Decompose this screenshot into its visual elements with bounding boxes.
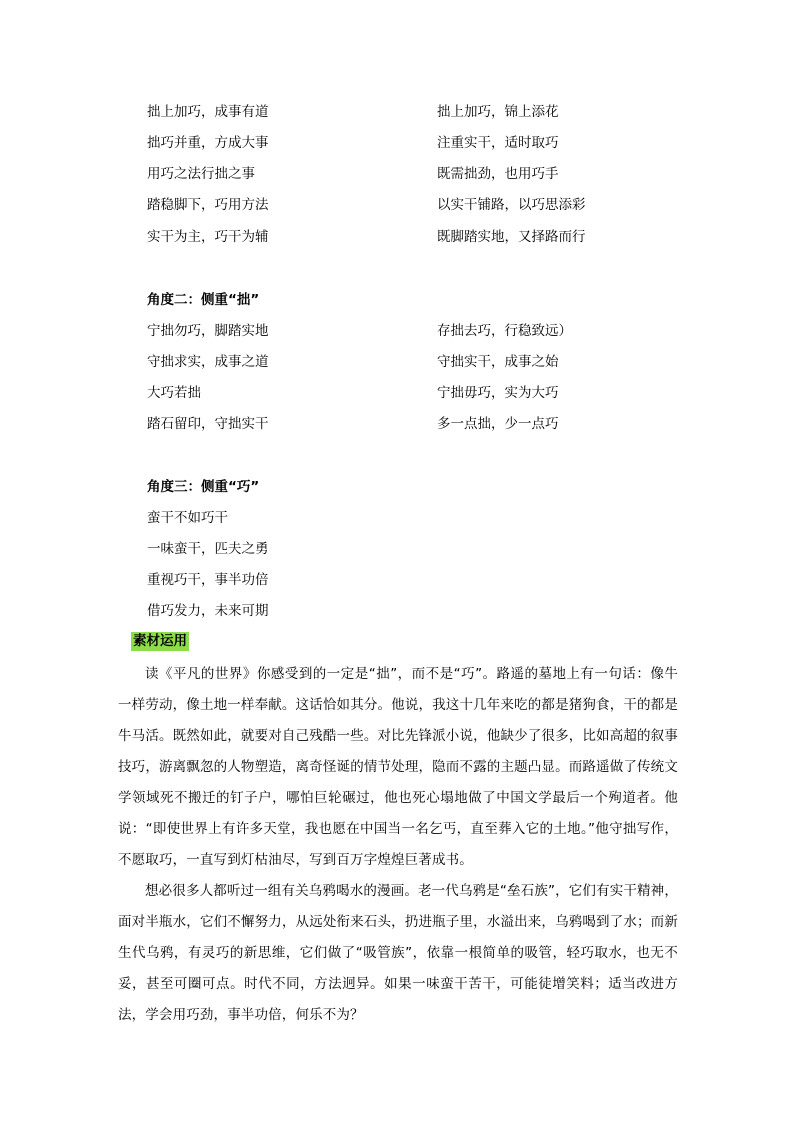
angle2-heading: 角度二：侧重“拙” [147,292,260,308]
phrase-right: 注重实干，适时取巧 [437,135,559,151]
phrase-right: 多一点拙，少一点巧 [437,416,559,432]
phrase-row [147,163,707,185]
phrase-left: 拙巧并重，方成大事 [147,135,269,151]
angle3-heading: 角度三：侧重“巧” [147,479,260,495]
phrase-row [147,101,707,123]
phrase-row [147,413,707,435]
phrase-item: 借巧发力，未来可期 [147,603,269,619]
phrase-item: 一味蛮干，匹夫之勇 [147,541,269,557]
phrase-left: 实干为主，巧干为辅 [147,229,269,245]
phrase-left: 用巧之法行拙之事 [147,166,255,182]
phrase-left: 大巧若拙 [147,385,201,401]
phrase-item: 蛮干不如巧干 [147,510,228,526]
phrase-left: 踏石留印，守拙实干 [147,416,269,432]
phrase-right: 拙上加巧，锦上添花 [437,104,559,120]
phrase-item: 重视巧干，事半功倍 [147,572,269,588]
phrase-right: 守拙实干，成事之始 [437,354,559,370]
phrase-left: 宁拙勿巧，脚踏实地 [147,323,269,339]
phrase-right: 宁拙毋巧，实为大巧 [437,385,559,401]
phrase-right: 既需拙劲，也用巧手 [437,166,559,182]
phrase-left: 拙上加巧，成事有道 [147,104,269,120]
phrase-row [147,132,707,154]
phrase-right: 以实干铺路，以巧思添彩 [437,197,586,213]
phrase-row [147,351,707,373]
phrase-right: 存拙去巧，行稳致远） [437,323,572,339]
phrase-row [147,226,707,248]
phrase-row [147,382,707,404]
material-label-highlight: 素材运用 [133,633,187,649]
phrase-left: 踏稳脚下，巧用方法 [147,197,269,213]
material-paragraph-2: 想必很多人都听过一组有关乌鸦喝水的漫画。老一代乌鸦是“垒石族”，它们有实干精神，面对半瓶水，它们不懈努力，从远处衔来石头，扔进瓶子里，水溢出来，乌鸦喝到了水；而新生代乌鸦，有灵巧的新思维，它们做了“吸管族”，依靠一根简单的吸管，轻巧取水，也无不妥，甚至可圈可点。时代不同，方法迥异。如果一味蛮干苦干，可能徒增笑料；适当改进方法，学会用巧劲，事半功倍，何乐不为？ [118,883,678,1023]
phrase-row [147,194,707,216]
phrase-row [147,320,707,342]
material-paragraph-1: 读《平凡的世界》你感受到的一定是“拙”，而不是“巧”。路遥的墓地上有一句话：像牛一样劳动，像土地一样奉献。这话恰如其分。他说，我这十几年来吃的都是猪狗食，干的都是牛马活。既然如此，就要对自己残酷一些。对比先锋派小说，他缺少了很多，比如高超的叙事技巧，游离飘忽的人物塑造，离奇怪诞的情节处理，隐而不露的主题凸显。而路遥做了传统文学领域死不搬迁的钉子户，哪怕巨轮碾过，他也死心塌地做了中国文学最后一个殉道者。他说：“即使世界上有许多天堂，我也愿在中国当一名乞丐，直至葬入它的土地。”他守拙写作，不愿取巧，一直写到灯枯油尽，写到百万字煌煌巨著成书。 [118,666,678,868]
phrase-left: 守拙求实，成事之道 [147,354,269,370]
phrase-right: 既脚踏实地，又择路而行 [437,229,586,245]
